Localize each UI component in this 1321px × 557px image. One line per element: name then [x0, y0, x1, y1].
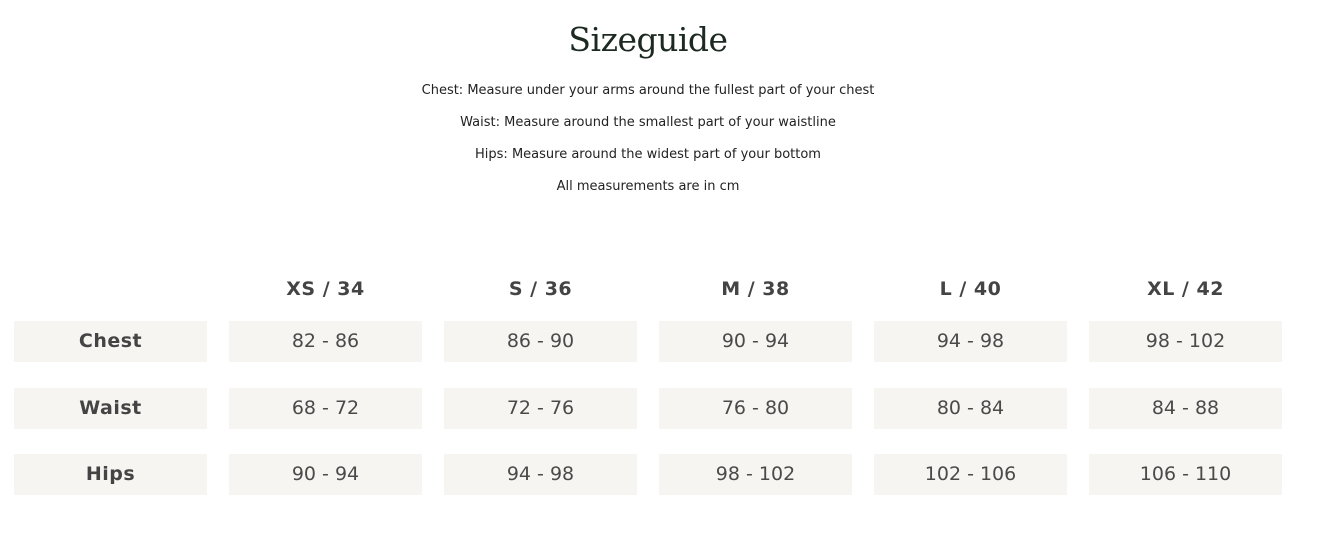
chest-xs-cell: 82 - 86	[229, 321, 422, 362]
hips-m-cell: 98 - 102	[659, 454, 852, 495]
waist-xl-cell: 84 - 88	[1089, 388, 1282, 429]
size-header-xl: XL / 42	[1147, 278, 1224, 300]
chest-xl-cell: 98 - 102	[1089, 321, 1282, 362]
waist-instruction: Waist: Measure around the smallest part of your waistline	[460, 115, 836, 130]
waist-s-cell: 72 - 76	[444, 388, 637, 429]
hips-s-cell: 94 - 98	[444, 454, 637, 495]
size-header-m: M / 38	[721, 278, 790, 300]
row-label-chest: Chest	[14, 321, 207, 362]
hips-xl-cell: 106 - 110	[1089, 454, 1282, 495]
row-label-waist: Waist	[14, 388, 207, 429]
measurement-instructions	[0, 80, 1296, 208]
hips-xs-cell: 90 - 94	[229, 454, 422, 495]
waist-m-cell: 76 - 80	[659, 388, 852, 429]
size-header-l: L / 40	[939, 278, 1002, 300]
page-title: Sizeguide	[568, 20, 728, 59]
hips-l-cell: 102 - 106	[874, 454, 1067, 495]
chest-s-cell: 86 - 90	[444, 321, 637, 362]
units-note: All measurements are in cm	[556, 179, 740, 194]
waist-xs-cell: 68 - 72	[229, 388, 422, 429]
row-label-hips: Hips	[14, 454, 207, 495]
hips-instruction: Hips: Measure around the widest part of your bottom	[475, 147, 821, 162]
size-header-xs: XS / 34	[286, 278, 365, 300]
chest-instruction: Chest: Measure under your arms around the fullest part of your chest	[421, 83, 875, 98]
chest-l-cell: 94 - 98	[874, 321, 1067, 362]
waist-l-cell: 80 - 84	[874, 388, 1067, 429]
size-header-s: S / 36	[508, 278, 573, 300]
chest-m-cell: 90 - 94	[659, 321, 852, 362]
